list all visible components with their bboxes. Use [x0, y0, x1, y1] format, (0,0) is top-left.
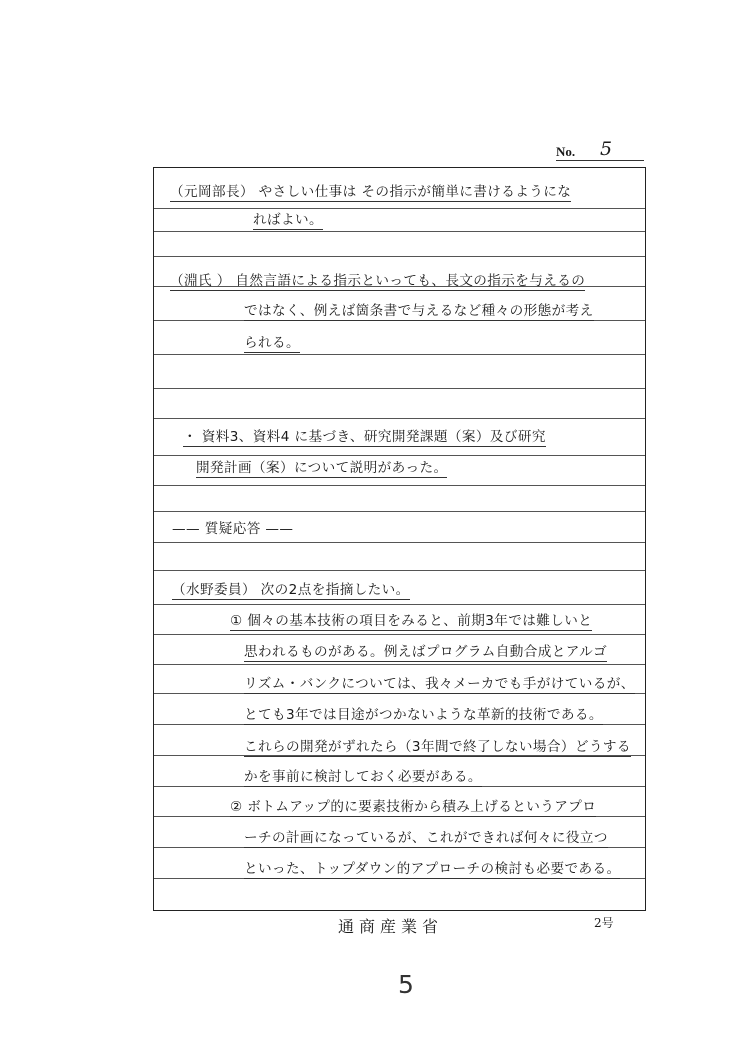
ministry-footer: 通商産業省 — [338, 917, 444, 936]
text-line-10: ① 個々の基本技術の項目をみると、前期3年では難しいと — [230, 613, 593, 629]
text-line-17: ーチの計画になっているが、これができれば何々に役立つ — [244, 830, 608, 846]
ruled-line — [154, 418, 645, 419]
number-label: No. — [556, 144, 576, 159]
text-line-3: （淵氏 ） 自然言語による指示といっても、長文の指示を与えるの — [170, 273, 586, 289]
text-line-12: リズム・バンクについては、我々メーカでも手がけているが、 — [244, 676, 635, 692]
text-line-6: ・ 資料3、資料4 に基づき、研究開発課題（案）及び研究 — [183, 429, 546, 445]
ruled-line — [154, 388, 645, 389]
ruled-line — [154, 256, 645, 257]
text-line-11: 思われるものがある。例えばプログラム自動合成とアルゴ — [244, 644, 608, 660]
section-heading-qa: —— 質疑応答 —— — [172, 521, 294, 537]
ruled-line — [154, 231, 645, 232]
text-line-14: これらの開発がずれたら（3年間で終了しない場合）どうする — [244, 739, 631, 755]
text-line-13: とても3年では目途がつかないような革新的技術である。 — [244, 707, 603, 723]
ruled-line — [154, 208, 645, 209]
page-number: 5 — [398, 970, 414, 999]
text-line-16: ② ボトムアップ的に要素技術から積み上げるというアプロ — [230, 799, 597, 815]
text-line-2: ればよい。 — [253, 212, 323, 228]
text-line-4: ではなく、例えば箇条書で与えるなど種々の形態が考え — [244, 303, 594, 319]
ruled-line — [154, 455, 645, 456]
ruled-line — [154, 485, 645, 486]
ruled-line — [154, 634, 645, 635]
text-line-5: られる。 — [244, 335, 300, 351]
text-line-1: （元岡部長） やさしい仕事は その指示が簡単に書けるようにな — [170, 184, 572, 200]
form-number: 2号 — [594, 916, 614, 930]
text-line-7: 開発計画（案）について説明があった。 — [196, 460, 448, 476]
ruled-line — [154, 542, 645, 543]
ruled-line — [154, 604, 645, 605]
ruled-line — [154, 570, 645, 571]
text-line-15: かを事前に検討しておく必要がある。 — [244, 769, 482, 785]
ruled-line — [154, 511, 645, 512]
text-line-9: （水野委員） 次の2点を指摘したい。 — [172, 582, 410, 598]
ruled-line — [154, 664, 645, 665]
ruled-line — [154, 354, 645, 355]
number-underline — [556, 160, 644, 161]
text-line-18: といった、トップダウン的アプローチの検討も必要である。 — [244, 861, 621, 877]
number-value: 5 — [600, 138, 613, 160]
